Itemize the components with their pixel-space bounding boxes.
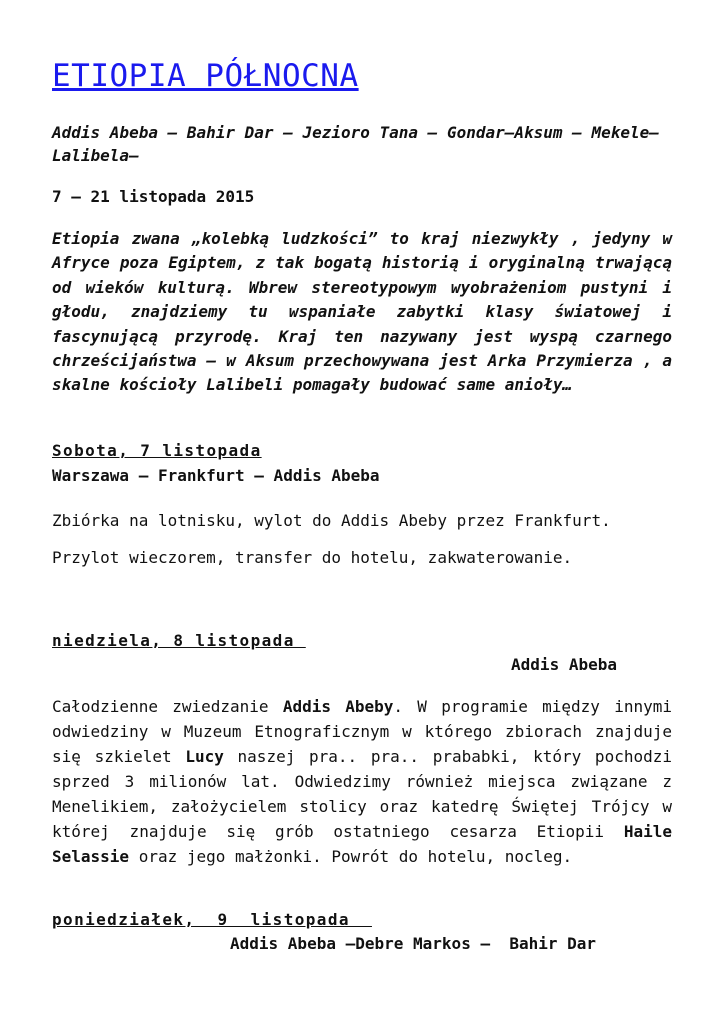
trip-route: Addis Abeba – Bahir Dar – Jezioro Tana – Gondar–Aksum – Mekele– Lalibela– <box>52 123 659 165</box>
trip-dates: 7 – 21 listopada 2015 <box>52 187 255 206</box>
page-title-link[interactable]: ETIOPIA PÓŁNOCNA <box>52 58 359 94</box>
day-2-route: Addis Abeba <box>511 655 617 674</box>
day-3-route: Addis Abeba –Debre Markos – Bahir Dar <box>230 934 597 953</box>
day-2-text-part: naszej pra.. pra.. prababki, który pochodzi sprzed 3 milionów lat. Odwiedzimy również miejsca związane z Menelikiem, założycielem stolicy oraz katedrę Świętej Trójcy w której znajduje się grób ostatniego cesarza Etiopii <box>52 747 672 841</box>
day-2-bold-lucy: Lucy <box>185 747 224 766</box>
day-1-heading: Sobota, 7 listopada <box>52 441 262 460</box>
day-2-text-part: oraz jego małżonki. Powrót do hotelu, nocleg. <box>129 847 573 866</box>
day-2-bold-addis-abeby: Addis Abeby <box>282 697 394 716</box>
day-2-paragraph <box>52 694 672 869</box>
intro-paragraph: Etiopia zwana „kolebką ludzkości” to kraj niezwykły , jedyny w Afryce poza Egiptem, z tak bogatą historią i oryginalną trwającą od wieków kulturą. Wbrew stereotypowym wyobrażeniom pustyni i głodu, znajdziemy tu wspaniałe zabytki klasy światowej i fascynującą przyrodę. Kraj ten nazywany jest wyspą czarnego chrześcijaństwa – w Aksum przechowywana jest Arka Przymierza , a skalne kościoły Lalibeli pomagały budować same anioły… <box>52 229 672 395</box>
day-3-heading: poniedziałek, 9 listopada <box>52 910 372 929</box>
day-1-paragraph-1: Zbiórka na lotnisku, wylot do Addis Abeby przez Frankfurt. <box>52 511 611 530</box>
day-1-route: Warszawa – Frankfurt – Addis Abeba <box>52 466 380 485</box>
day-1-paragraph-2: Przylot wieczorem, transfer do hotelu, zakwaterowanie. <box>52 548 573 567</box>
day-2-heading: niedziela, 8 listopada <box>52 631 306 650</box>
day-2-bold-haile-selassie: Haile Selassie <box>52 822 672 866</box>
day-2-text-part: Całodzienne zwiedzanie <box>52 697 283 716</box>
day-2-text-part: . W programie między innymi odwiedziny w Muzeum Etnograficznym w którego zbiorach znajduje się szkielet <box>52 697 672 766</box>
